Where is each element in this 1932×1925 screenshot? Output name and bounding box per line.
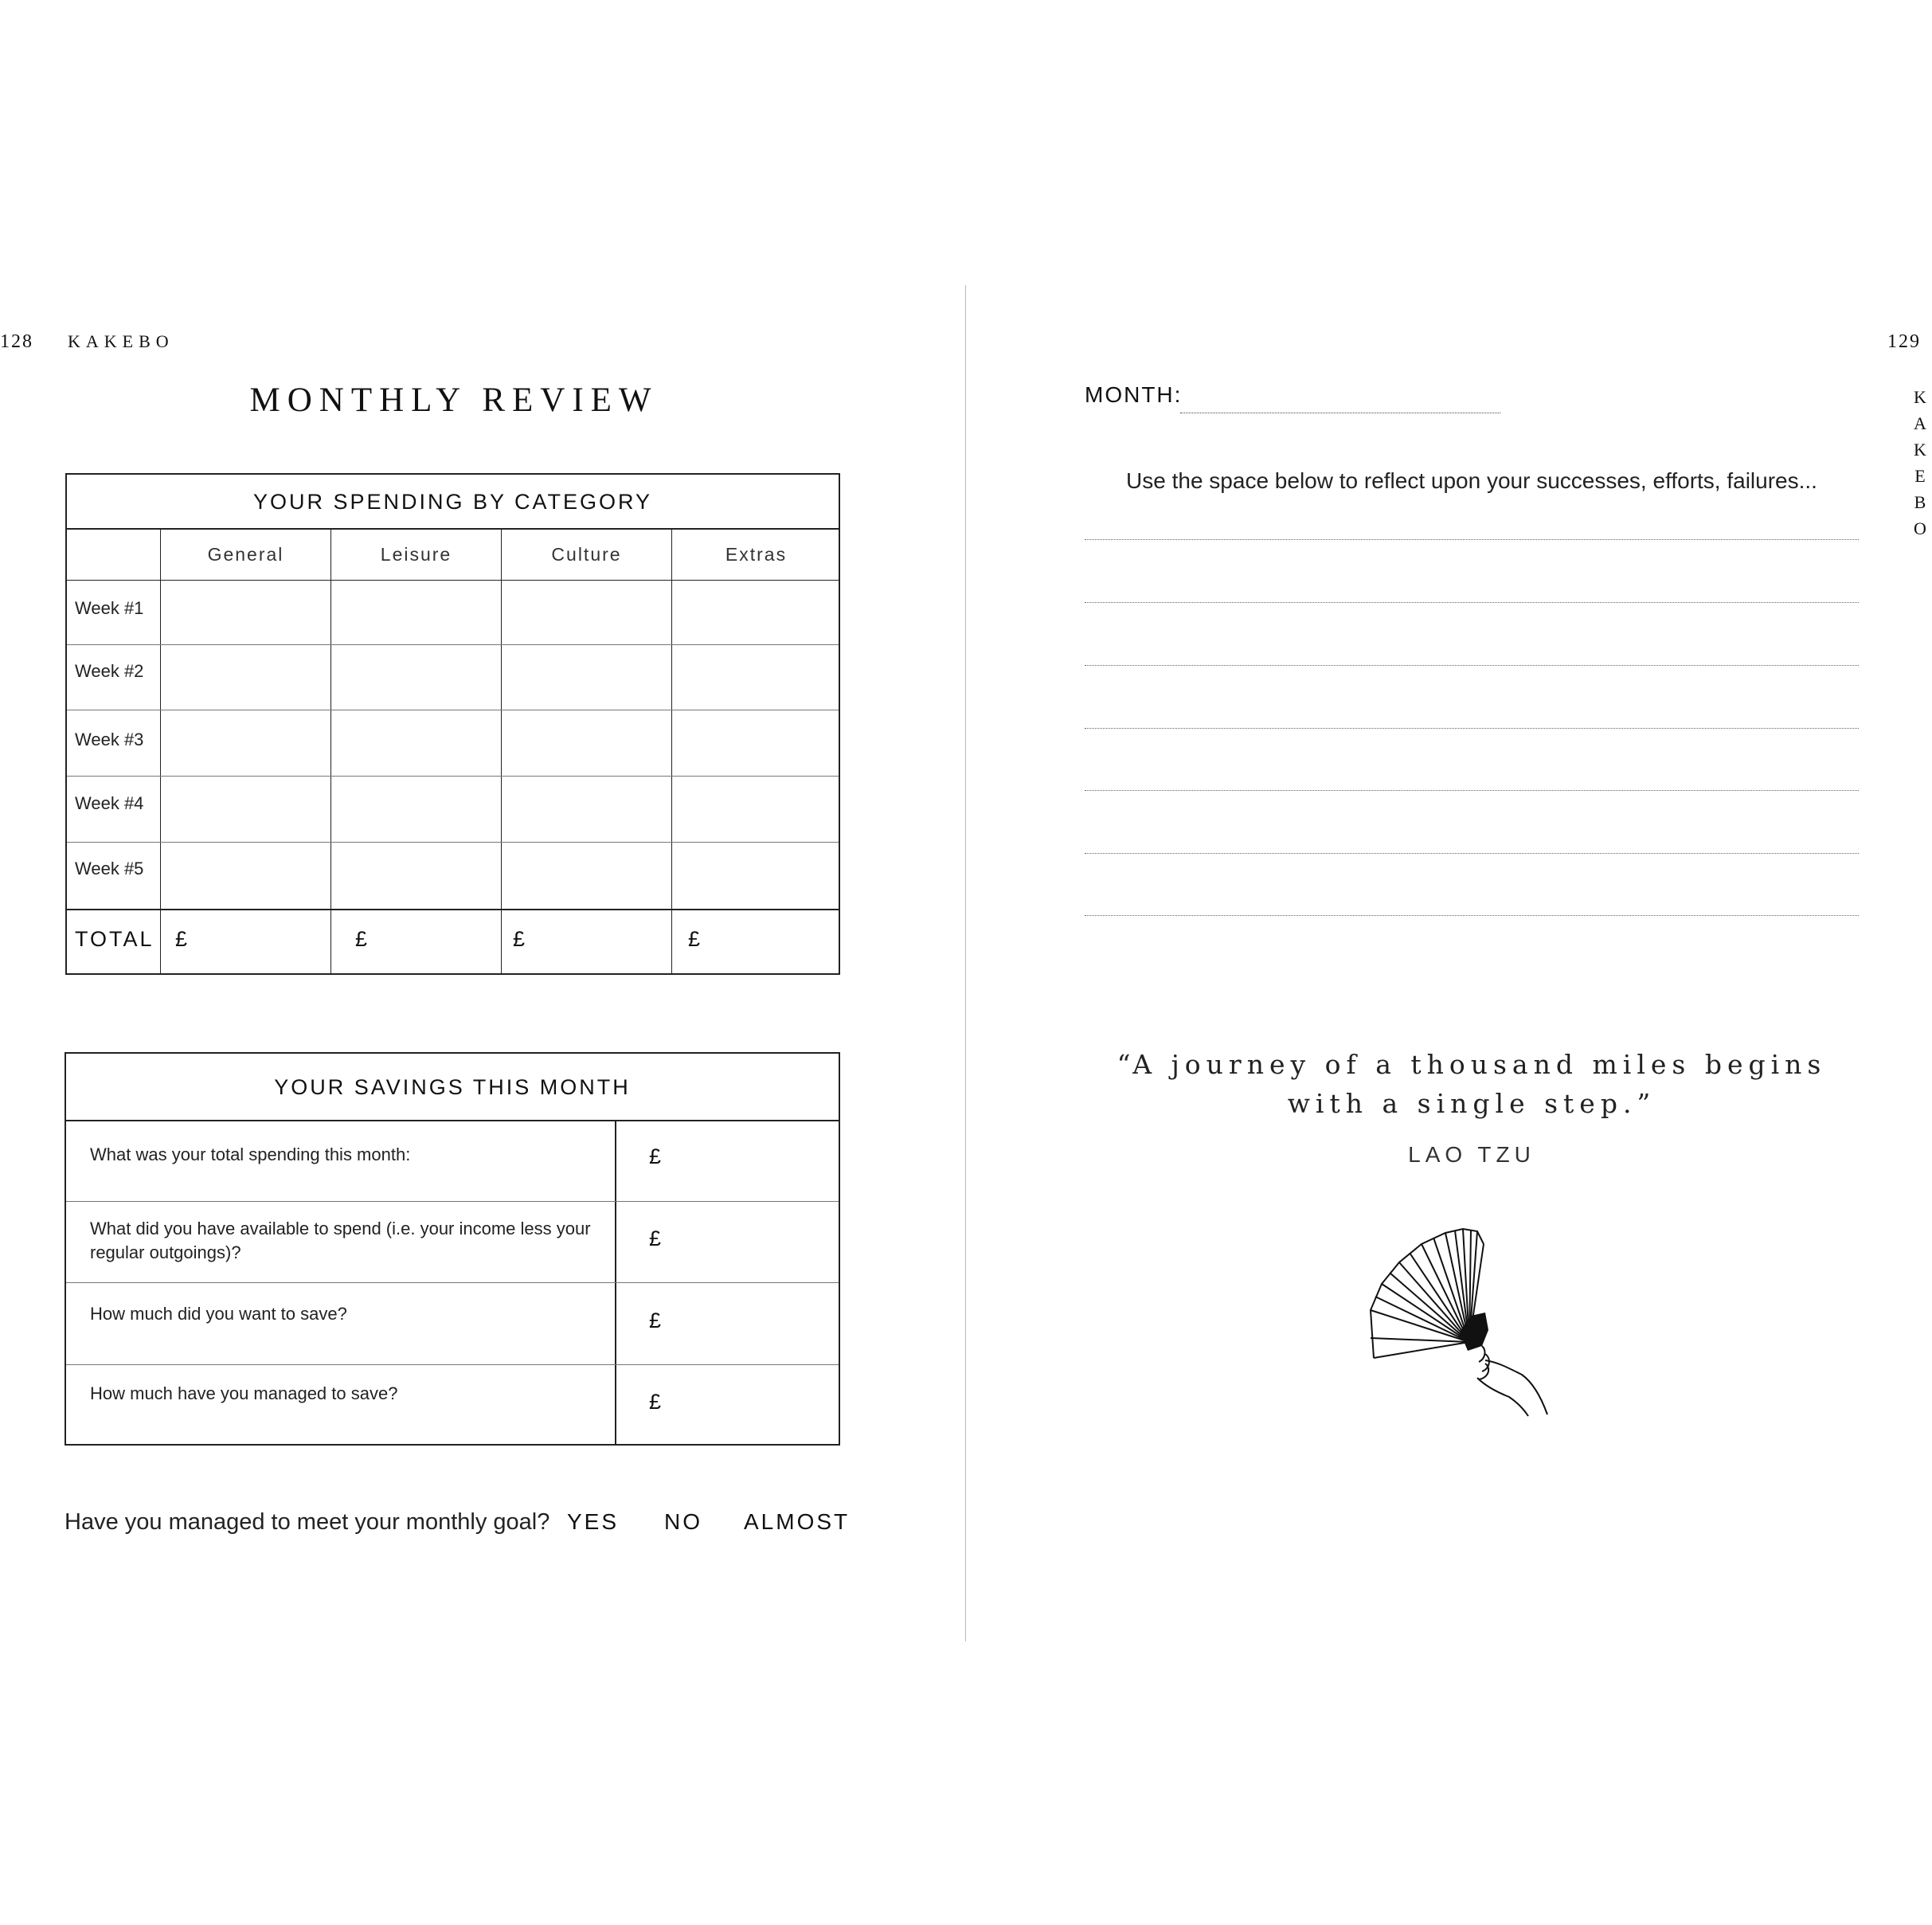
savings-table-heading: YOUR SAVINGS THIS MONTH (274, 1075, 631, 1099)
vertical-letter: A (1914, 413, 1926, 433)
reflection-prompt: Use the space below to reflect upon your successes, efforts, failures... (1126, 468, 1817, 493)
total-extras-currency: £ (688, 927, 701, 951)
reflection-write-line[interactable] (1085, 602, 1859, 603)
vertical-letter: K (1914, 440, 1926, 460)
savings-currency: £ (649, 1309, 662, 1332)
vertical-letter: O (1914, 518, 1926, 538)
total-leisure-currency: £ (355, 927, 368, 951)
quote-line: with a single step.” (1287, 1088, 1656, 1119)
quote-author: LAO TZU (1408, 1142, 1535, 1167)
vertical-book-title (1908, 384, 1932, 542)
page-number-left: 128 (0, 331, 33, 352)
column-rule (330, 529, 331, 973)
quote-line: “A journey of a thousand miles begins (1117, 1049, 1827, 1080)
vertical-letter: B (1914, 492, 1926, 512)
spending-table-heading: YOUR SPENDING BY CATEGORY (252, 490, 653, 514)
reflection-write-line[interactable] (1085, 915, 1859, 916)
savings-currency: £ (649, 1144, 662, 1168)
column-header-culture: Culture (551, 544, 622, 565)
column-rule (160, 529, 161, 973)
column-header-general: General (207, 544, 284, 565)
column-rule (501, 529, 502, 973)
table-rule (67, 644, 839, 645)
column-header-leisure: Leisure (380, 544, 452, 565)
page-number-right: 129 (1887, 331, 1921, 352)
table-rule (67, 580, 839, 581)
reflection-write-line[interactable] (1085, 665, 1859, 666)
total-culture-currency: £ (513, 927, 526, 951)
goal-question: Have you managed to meet your monthly goal? (65, 1509, 550, 1535)
page-spine-divider (965, 285, 966, 1641)
row-label-week-5: Week #5 (75, 859, 144, 878)
table-rule (66, 1201, 839, 1202)
savings-question-total-spending: What was your total spending this month: (90, 1144, 411, 1164)
vertical-letter: E (1914, 466, 1926, 486)
vertical-letter: K (1914, 387, 1926, 407)
savings-question-want-to-save: How much did you want to save? (90, 1304, 347, 1324)
book-title: KAKEBO (68, 331, 174, 351)
column-header-extras: Extras (725, 544, 788, 565)
column-rule (671, 529, 672, 973)
savings-currency: £ (649, 1390, 662, 1414)
goal-option-no[interactable]: NO (664, 1509, 702, 1534)
table-rule (66, 1364, 839, 1365)
savings-table (65, 1052, 840, 1446)
savings-question-managed-to-save: How much have you managed to save? (90, 1383, 398, 1403)
table-rule (66, 1282, 839, 1283)
row-label-week-3: Week #3 (75, 730, 144, 749)
total-general-currency: £ (175, 927, 188, 951)
month-label: MONTH: (1085, 382, 1183, 407)
row-label-week-1: Week #1 (75, 598, 144, 618)
reflection-write-line[interactable] (1085, 728, 1859, 729)
row-label-week-2: Week #2 (75, 661, 144, 681)
table-rule (67, 842, 839, 843)
table-rule (67, 776, 839, 777)
page-title: MONTHLY REVIEW (249, 381, 659, 419)
hand-holding-fan-illustration (1366, 1227, 1565, 1418)
table-rule (67, 909, 839, 910)
goal-option-yes[interactable]: YES (567, 1509, 620, 1534)
fan-rib (1422, 1244, 1469, 1342)
savings-currency: £ (649, 1227, 662, 1250)
reflection-write-line[interactable] (1085, 539, 1859, 540)
fan-rib (1374, 1342, 1469, 1358)
reflection-write-line[interactable] (1085, 790, 1859, 791)
quote (1085, 1045, 1859, 1123)
total-label: TOTAL (75, 927, 154, 951)
row-label-week-4: Week #4 (75, 793, 144, 813)
savings-question-available: What did you have available to spend (i.e. your income less your regular outgoings)? (90, 1219, 591, 1262)
fan-rib (1371, 1338, 1469, 1342)
reflection-write-line[interactable] (1085, 853, 1859, 854)
goal-option-almost[interactable]: ALMOST (744, 1509, 851, 1534)
spending-table (65, 473, 840, 975)
table-rule (66, 1120, 839, 1121)
